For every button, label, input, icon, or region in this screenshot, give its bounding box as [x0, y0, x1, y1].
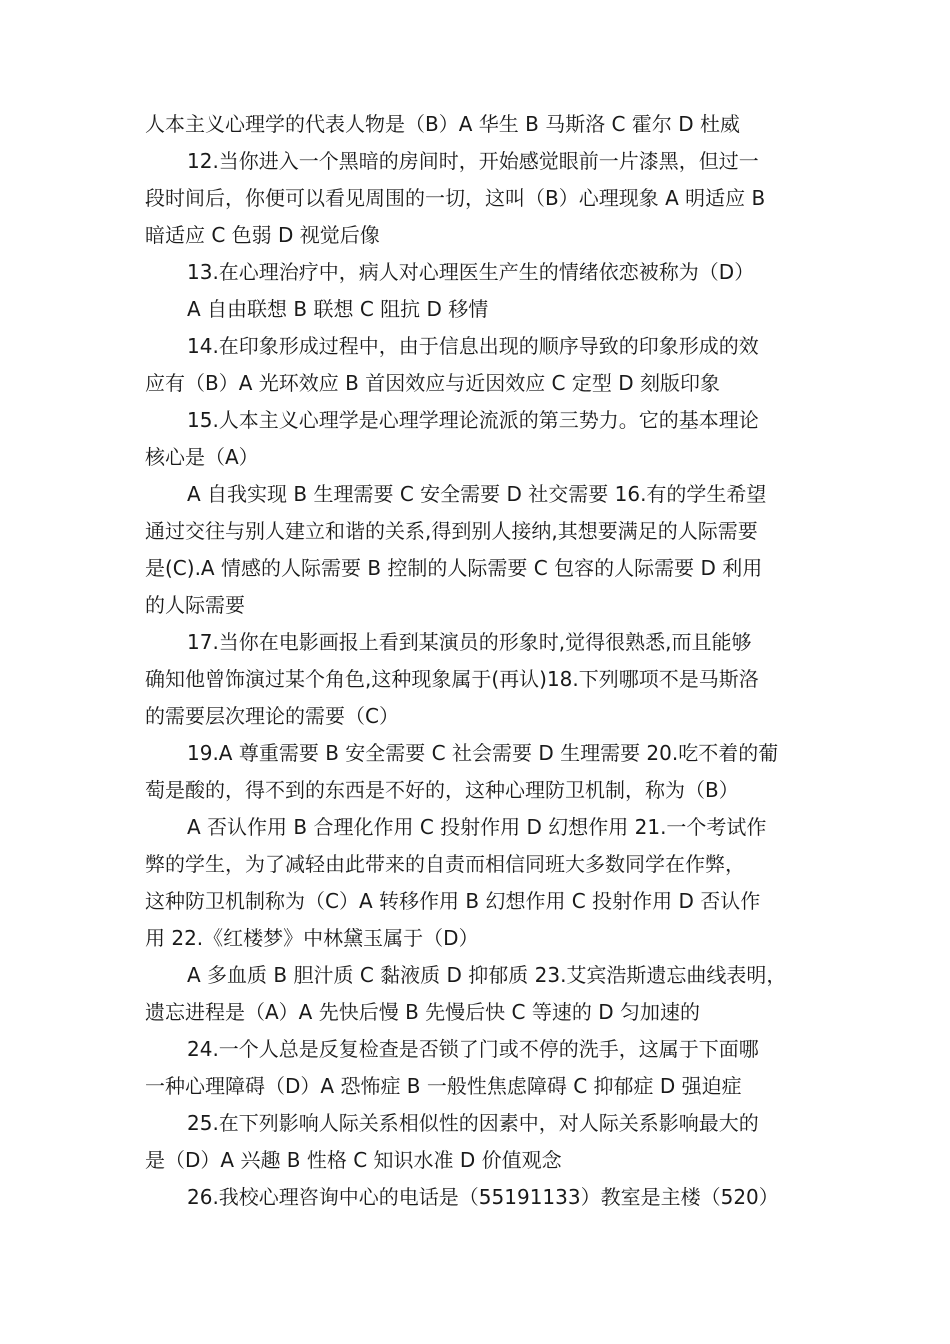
- question-15-16: [145, 476, 810, 624]
- text-line: A 自由联想 B 联想 C 阻抗 D 移情: [187, 297, 489, 321]
- question-12: [145, 143, 810, 254]
- question-25: [145, 1105, 810, 1179]
- text-line: 是（D）A 兴趣 B 性格 C 知识水准 D 价值观念: [145, 1148, 562, 1172]
- text-line: 的需要层次理论的需要（C）: [145, 704, 399, 728]
- text-line: 15.人本主义心理学是心理学理论流派的第三势力。它的基本理论: [187, 408, 759, 432]
- text-line: A 否认作用 B 合理化作用 C 投射作用 D 幻想作用 21.一个考试作: [187, 815, 767, 839]
- text-line: 14.在印象形成过程中，由于信息出现的顺序导致的印象形成的效: [187, 334, 759, 358]
- text-line: 弊的学生，为了减轻由此带来的自责而相信同班大多数同学在作弊，: [145, 852, 745, 876]
- question-26: [145, 1179, 810, 1216]
- question-14: [145, 328, 810, 402]
- text-line: 萄是酸的，得不到的东西是不好的，这种心理防卫机制，称为（B）: [145, 778, 739, 802]
- text-line: A 多血质 B 胆汁质 C 黏液质 D 抑郁质 23.艾宾浩斯遗忘曲线表明，: [187, 963, 787, 987]
- question-22-23: [145, 957, 810, 1031]
- text-line: 19.A 尊重需要 B 安全需要 C 社会需要 D 生理需要 20.吃不着的葡: [187, 741, 779, 765]
- paragraph-1: [145, 106, 810, 143]
- text-line: 13.在心理治疗中，病人对心理医生产生的情绪依恋被称为（D）: [187, 260, 755, 284]
- text-line: 应有（B）A 光环效应 B 首因效应与近因效应 C 定型 D 刻版印象: [145, 371, 720, 395]
- text-line: 17.当你在电影画报上看到某演员的形象时,觉得很熟悉,而且能够: [187, 630, 752, 654]
- text-line: A 自我实现 B 生理需要 C 安全需要 D 社交需要 16.有的学生希望: [187, 482, 767, 506]
- text-line: 用 22.《红楼梦》中林黛玉属于（D）: [145, 926, 479, 950]
- text-line: 26.我校心理咨询中心的电话是（55191133）教室是主楼（520）: [187, 1185, 779, 1209]
- text-line: 12.当你进入一个黑暗的房间时，开始感觉眼前一片漆黑，但过一: [187, 149, 759, 173]
- text-line: 遗忘进程是（A）A 先快后慢 B 先慢后快 C 等速的 D 匀加速的: [145, 1000, 700, 1024]
- text-line: 的人际需要: [145, 593, 245, 617]
- text-line: 暗适应 C 色弱 D 视觉后像: [145, 223, 380, 247]
- text-line: 这种防卫机制称为（C）A 转移作用 B 幻想作用 C 投射作用 D 否认作: [145, 889, 761, 913]
- text-line: 一种心理障碍（D）A 恐怖症 B 一般性焦虑障碍 C 抑郁症 D 强迫症: [145, 1074, 742, 1098]
- text-line: 人本主义心理学的代表人物是（B）A 华生 B 马斯洛 C 霍尔 D 杜威: [145, 112, 740, 136]
- question-13: [145, 254, 810, 291]
- text-line: 通过交往与别人建立和谐的关系,得到别人接纳,其想要满足的人际需要: [145, 519, 758, 543]
- text-line: 24.一个人总是反复检查是否锁了门或不停的洗手，这属于下面哪: [187, 1037, 759, 1061]
- question-19-20: [145, 735, 810, 809]
- text-line: 确知他曾饰演过某个角色,这种现象属于(再认)18.下列哪项不是马斯洛: [145, 667, 759, 691]
- text-line: 是(C).A 情感的人际需要 B 控制的人际需要 C 包容的人际需要 D 利用: [145, 556, 763, 580]
- question-17-18: [145, 624, 810, 735]
- text-line: 段时间后，你便可以看见周围的一切，这叫（B）心理现象 A 明适应 B: [145, 186, 766, 210]
- document-body: [145, 106, 810, 1216]
- question-20-22: [145, 809, 810, 957]
- text-line: 核心是（A）: [145, 445, 259, 469]
- question-24: [145, 1031, 810, 1105]
- text-line: 25.在下列影响人际关系相似性的因素中，对人际关系影响最大的: [187, 1111, 759, 1135]
- question-15: [145, 402, 810, 476]
- question-13-options: [145, 291, 810, 328]
